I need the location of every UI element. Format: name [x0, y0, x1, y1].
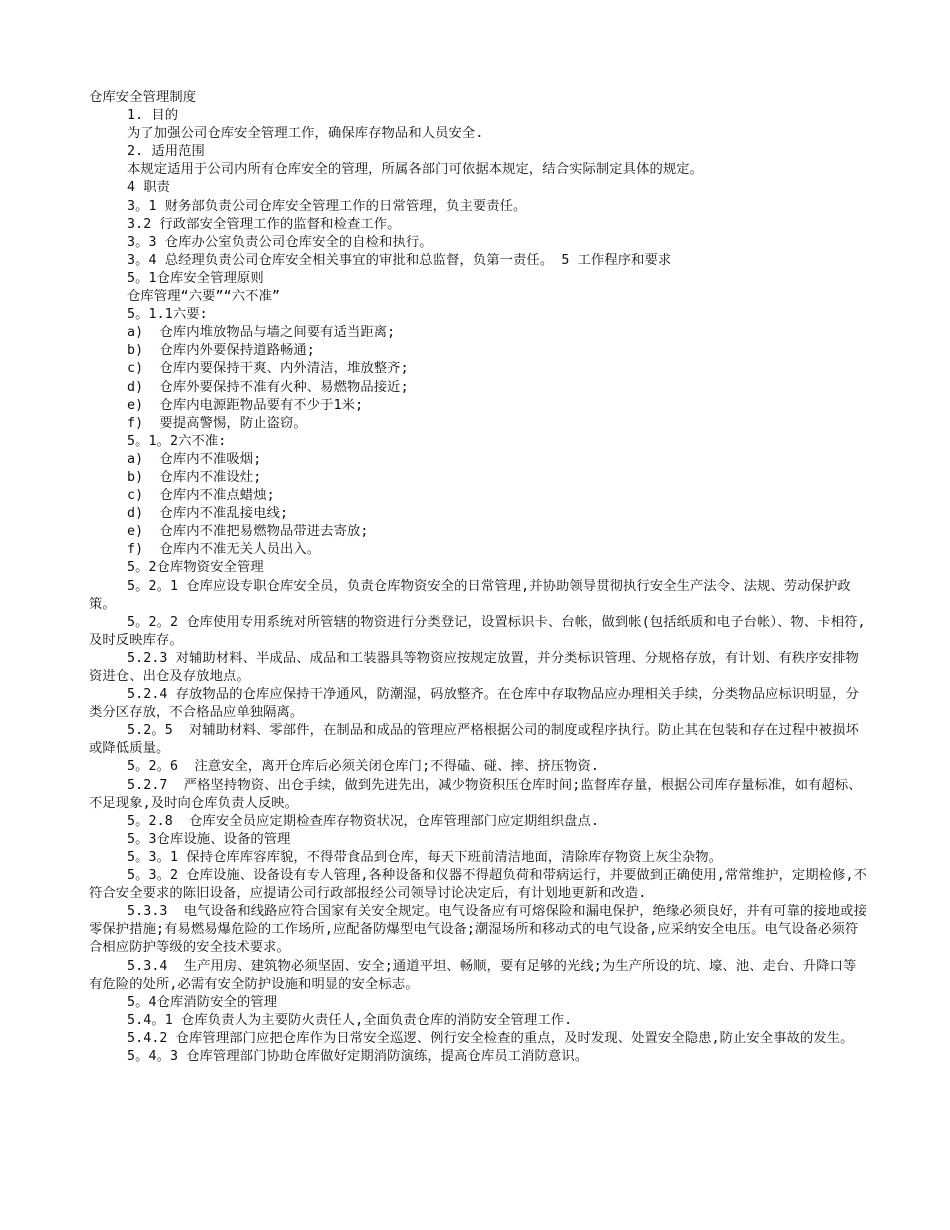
- paragraph: 5.3.4 生产用房、建筑物必须坚固、安全;通道平坦、畅顺，要有足够的光线;为生产所设的坑、壕、池、走台、升降口等有危险的处所,必需有安全防护设施和明显的安全标志。: [89, 958, 857, 992]
- paragraph: 5。2。6 注意安全，离开仓库后必须关闭仓库门;不得磕、碰、摔、挤压物资.: [127, 759, 600, 775]
- paragraph: 5。3。1 保持仓库库容库貌，不得带食品到仓库，每天下班前清洁地面，清除库存物资上灰尘杂物。: [127, 849, 723, 865]
- paragraph-list: [89, 107, 869, 1066]
- paragraph: e) 仓库内不准把易燃物品带进去寄放;: [127, 524, 369, 540]
- paragraph: 5。3仓库设施、设备的管理: [127, 831, 291, 847]
- paragraph: e) 仓库内电源距物品要有不少于1米;: [127, 397, 364, 413]
- paragraph: 5。4仓库消防安全的管理: [127, 994, 278, 1010]
- paragraph: 仓库管理“六要”“六不准”: [127, 289, 280, 305]
- paragraph: f) 仓库内不准无关人员出入。: [127, 542, 321, 558]
- paragraph: d) 仓库外要保持不准有火种、易燃物品接近;: [127, 379, 409, 395]
- paragraph: 5.2.7 严格坚持物资、出仓手续，做到先进先出，减少物资积压仓库时间;监督库存量，根据公司库存量标准，如有超标、不足现象,及时向仓库负责人反映。: [89, 777, 862, 811]
- paragraph: b) 仓库内不准设灶;: [127, 469, 262, 485]
- paragraph: 5.2.4 存放物品的仓库应保持干净通风，防潮湿，码放整齐。在仓库中存取物品应办理相关手续，分类物品应标识明显，分类分区存放，不合格品应单独隔离。: [89, 687, 859, 721]
- document-title: 仓库安全管理制度: [89, 90, 197, 105]
- paragraph: 1. 目的: [127, 108, 179, 124]
- paragraph: 5。3。2 仓库设施、设备设有专人管理,各种设备和仪器不得超负荷和带病运行，并要做到正确使用,常常维护，定期检修,不符合安全要求的陈旧设备，应提请公司行政部报经公司领导讨论决定后，有计划地更新和改造.: [89, 868, 867, 902]
- paragraph: 3.2 行政部安全管理工作的监督和检查工作。: [127, 216, 401, 232]
- paragraph: c) 仓库内要保持干爽、内外清洁，堆放整齐;: [127, 361, 409, 377]
- paragraph: 5。2。2 仓库使用专用系统对所管辖的物资进行分类登记，设置标识卡、台帐，做到帐(包括纸质和电子台帐）、物、卡相符,及时反映库存。: [89, 614, 866, 648]
- paragraph: 3。3 仓库办公室负责公司仓库安全的自检和执行。: [127, 234, 433, 250]
- paragraph: a) 仓库内堆放物品与墙之间要有适当距离;: [127, 325, 396, 341]
- paragraph: 5。2。1 仓库应设专职仓库安全员，负责仓库物资安全的日常管理,并协助领导贯彻执行安全生产法令、法规、劳动保护政策。: [89, 578, 851, 612]
- paragraph: d) 仓库内不准乱接电线;: [127, 506, 289, 522]
- paragraph: c) 仓库内不准点蜡烛;: [127, 488, 275, 504]
- paragraph: 5.2.3 对辅助材料、半成品、成品和工装器具等物资应按规定放置，并分类标识管理、分规格存放，有计划、有秩序安排物资进仓、出仓及存放地点。: [89, 650, 859, 684]
- paragraph: 5.4.2 仓库管理部门应把仓库作为日常安全巡逻、例行安全检查的重点，及时发现、处置安全隐患,防止安全事故的发生。: [127, 1030, 854, 1046]
- paragraph: 3。4 总经理负责公司仓库安全相关事宜的审批和总监督，负第一责任。 5 工作程序和要求: [127, 252, 672, 268]
- paragraph: 5。1仓库安全管理原则: [127, 270, 264, 286]
- paragraph: 4 职责: [127, 180, 171, 196]
- paragraph: 5。4。3 仓库管理部门协助仓库做好定期消防演练，提高仓库员工消防意识。: [127, 1048, 589, 1064]
- paragraph: 3。1 财务部负责公司仓库安全管理工作的日常管理，负主要责任。: [127, 198, 527, 214]
- paragraph: f) 要提高警惕，防止盗窃。: [127, 415, 307, 431]
- paragraph: 5。1。2六不准:: [127, 433, 227, 449]
- paragraph: 本规定适用于公司内所有仓库安全的管理，所属各部门可依据本规定，结合实际制定具体的规定。: [127, 162, 704, 178]
- paragraph: b) 仓库内外要保持道路畅通;: [127, 343, 315, 359]
- paragraph: 为了加强公司仓库安全管理工作，确保库存物品和人员安全.: [127, 126, 484, 142]
- paragraph: 5.3.3 电气设备和线路应符合国家有关安全规定。电气设备应有可熔保险和漏电保护，绝缘必须良好，并有可靠的接地或接零保护措施;有易燃易爆危险的工作场所,应配备防爆型电气设备;潮湿场所和移动式的电气设备,应采纳安全电压。电气设备必须符合相应防护等级的安全技术要求。: [89, 904, 867, 956]
- paragraph: 5.4。1 仓库负责人为主要防火责任人,全面负责仓库的消防安全管理工作.: [127, 1012, 573, 1028]
- paragraph: a) 仓库内不准吸烟;: [127, 451, 262, 467]
- paragraph: 5。1.1六要:: [127, 307, 208, 323]
- paragraph: 5。2仓库物资安全管理: [127, 560, 264, 576]
- paragraph: 2. 适用范围: [127, 144, 205, 160]
- document-body: [89, 89, 869, 1066]
- paragraph: 5。2.8 仓库安全员应定期检查库存物资状况，仓库管理部门应定期组织盘点.: [127, 813, 600, 829]
- paragraph: 5.2。5 对辅助材料、零部件，在制品和成品的管理应严格根据公司的制度或程序执行。防止其在包装和存在过程中被损坏或降低质量。: [89, 723, 859, 757]
